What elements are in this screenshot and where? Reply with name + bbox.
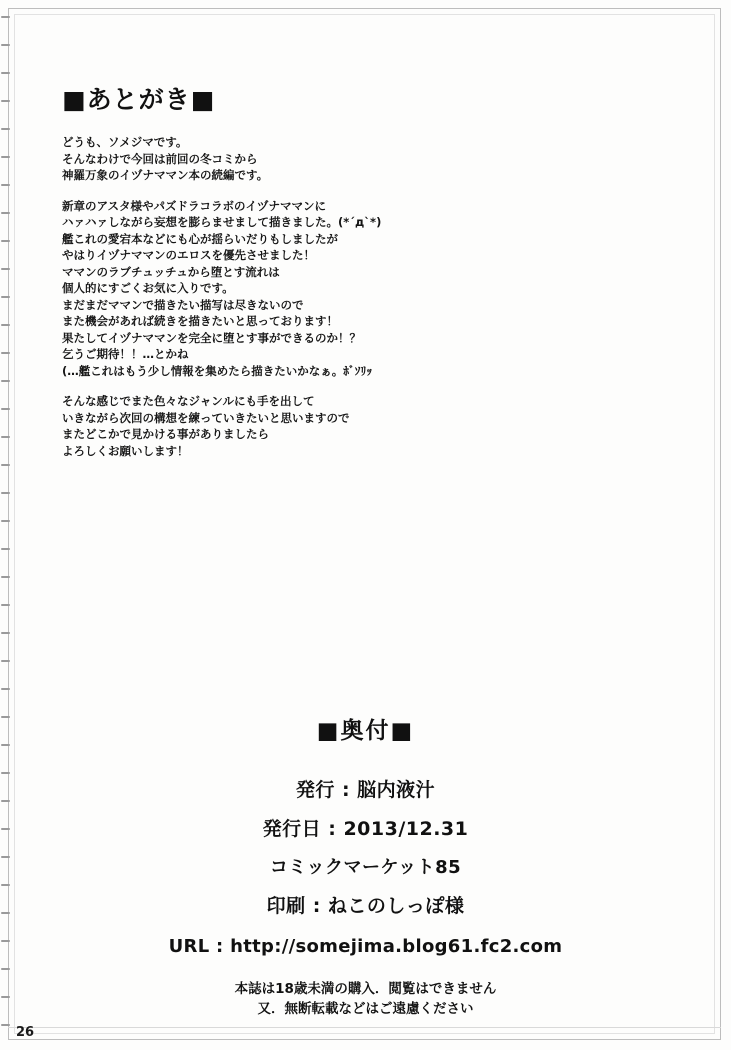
page-number: 26 (16, 1025, 35, 1040)
afterword-paragraph-3 (62, 393, 482, 459)
afterword-line: ママンのラブチュッチュから堕とす流れは (62, 264, 280, 279)
afterword-line: そんなわけで今回は前回の冬コミから (62, 151, 258, 166)
afterword-line: いきながら次回の構想を練っていきたいと思いますので (62, 410, 350, 425)
colophon-url[interactable]: URL : http://somejima.blog61.fc2.com (168, 936, 563, 957)
age-notice-line-2: 又．無断転載などはご遠慮ください (257, 1001, 474, 1017)
colophon-section (0, 712, 731, 1019)
afterword-line: やはりイヅナママンのエロスを優先させました！ (62, 248, 315, 262)
afterword-section (62, 80, 482, 459)
afterword-line: そんな感じでまた色々なジャンルにも手を出して (62, 394, 315, 408)
afterword-line: またどこかで見かける事がありましたら (62, 427, 269, 441)
afterword-body (62, 134, 482, 459)
afterword-line: 個人的にすごくお気に入りです。 (62, 281, 234, 295)
age-notice (0, 979, 731, 1019)
afterword-line: まだまだママンで描きたい描写は尽きないので (62, 297, 304, 312)
afterword-line: 神羅万象のイヅナママン本の続編です。 (62, 168, 269, 182)
afterword-line: よろしくお願いします！ (62, 443, 189, 458)
afterword-line: (…艦これはもう少し情報を集めたら描きたいかなぁ。ﾎﾞｿﾘｯ (62, 363, 373, 378)
afterword-line: また機会があれば続きを描きたいと思っております！ (62, 314, 338, 328)
footer-divider (8, 1027, 721, 1028)
colophon-printer: 印刷 : ねこのしっぽ様 (266, 895, 465, 917)
afterword-line: 果たしてイヅナママンを完全に堕とす事ができるのか！？ (62, 330, 361, 345)
colophon-event: コミックマーケット85 (269, 857, 462, 878)
afterword-heading: ■あとがき■ (62, 85, 216, 114)
afterword-line: 新章のアスタ様やパズドラコラボのイヅナママンに (62, 198, 327, 213)
age-notice-line-1: 本誌は18歳未満の購入．閲覧はできません (234, 981, 497, 997)
afterword-line: 乞うご期待！！…とかね (62, 347, 189, 361)
afterword-line: ハァハァしながら妄想を膨らませまして描きました。(*´д`*) (62, 215, 382, 229)
colophon-heading: ■奥付■ (316, 718, 415, 744)
afterword-paragraph-2 (62, 198, 482, 380)
colophon-publisher: 発行 : 脳内液汁 (295, 779, 436, 801)
colophon-date: 発行日 : 2013/12.31 (262, 818, 469, 840)
afterword-line: どうも、ソメジマです。 (62, 135, 188, 149)
afterword-line: 艦これの愛宕本などにも心が揺らいだりもしましたが (62, 231, 338, 246)
afterword-paragraph-1 (62, 134, 482, 184)
